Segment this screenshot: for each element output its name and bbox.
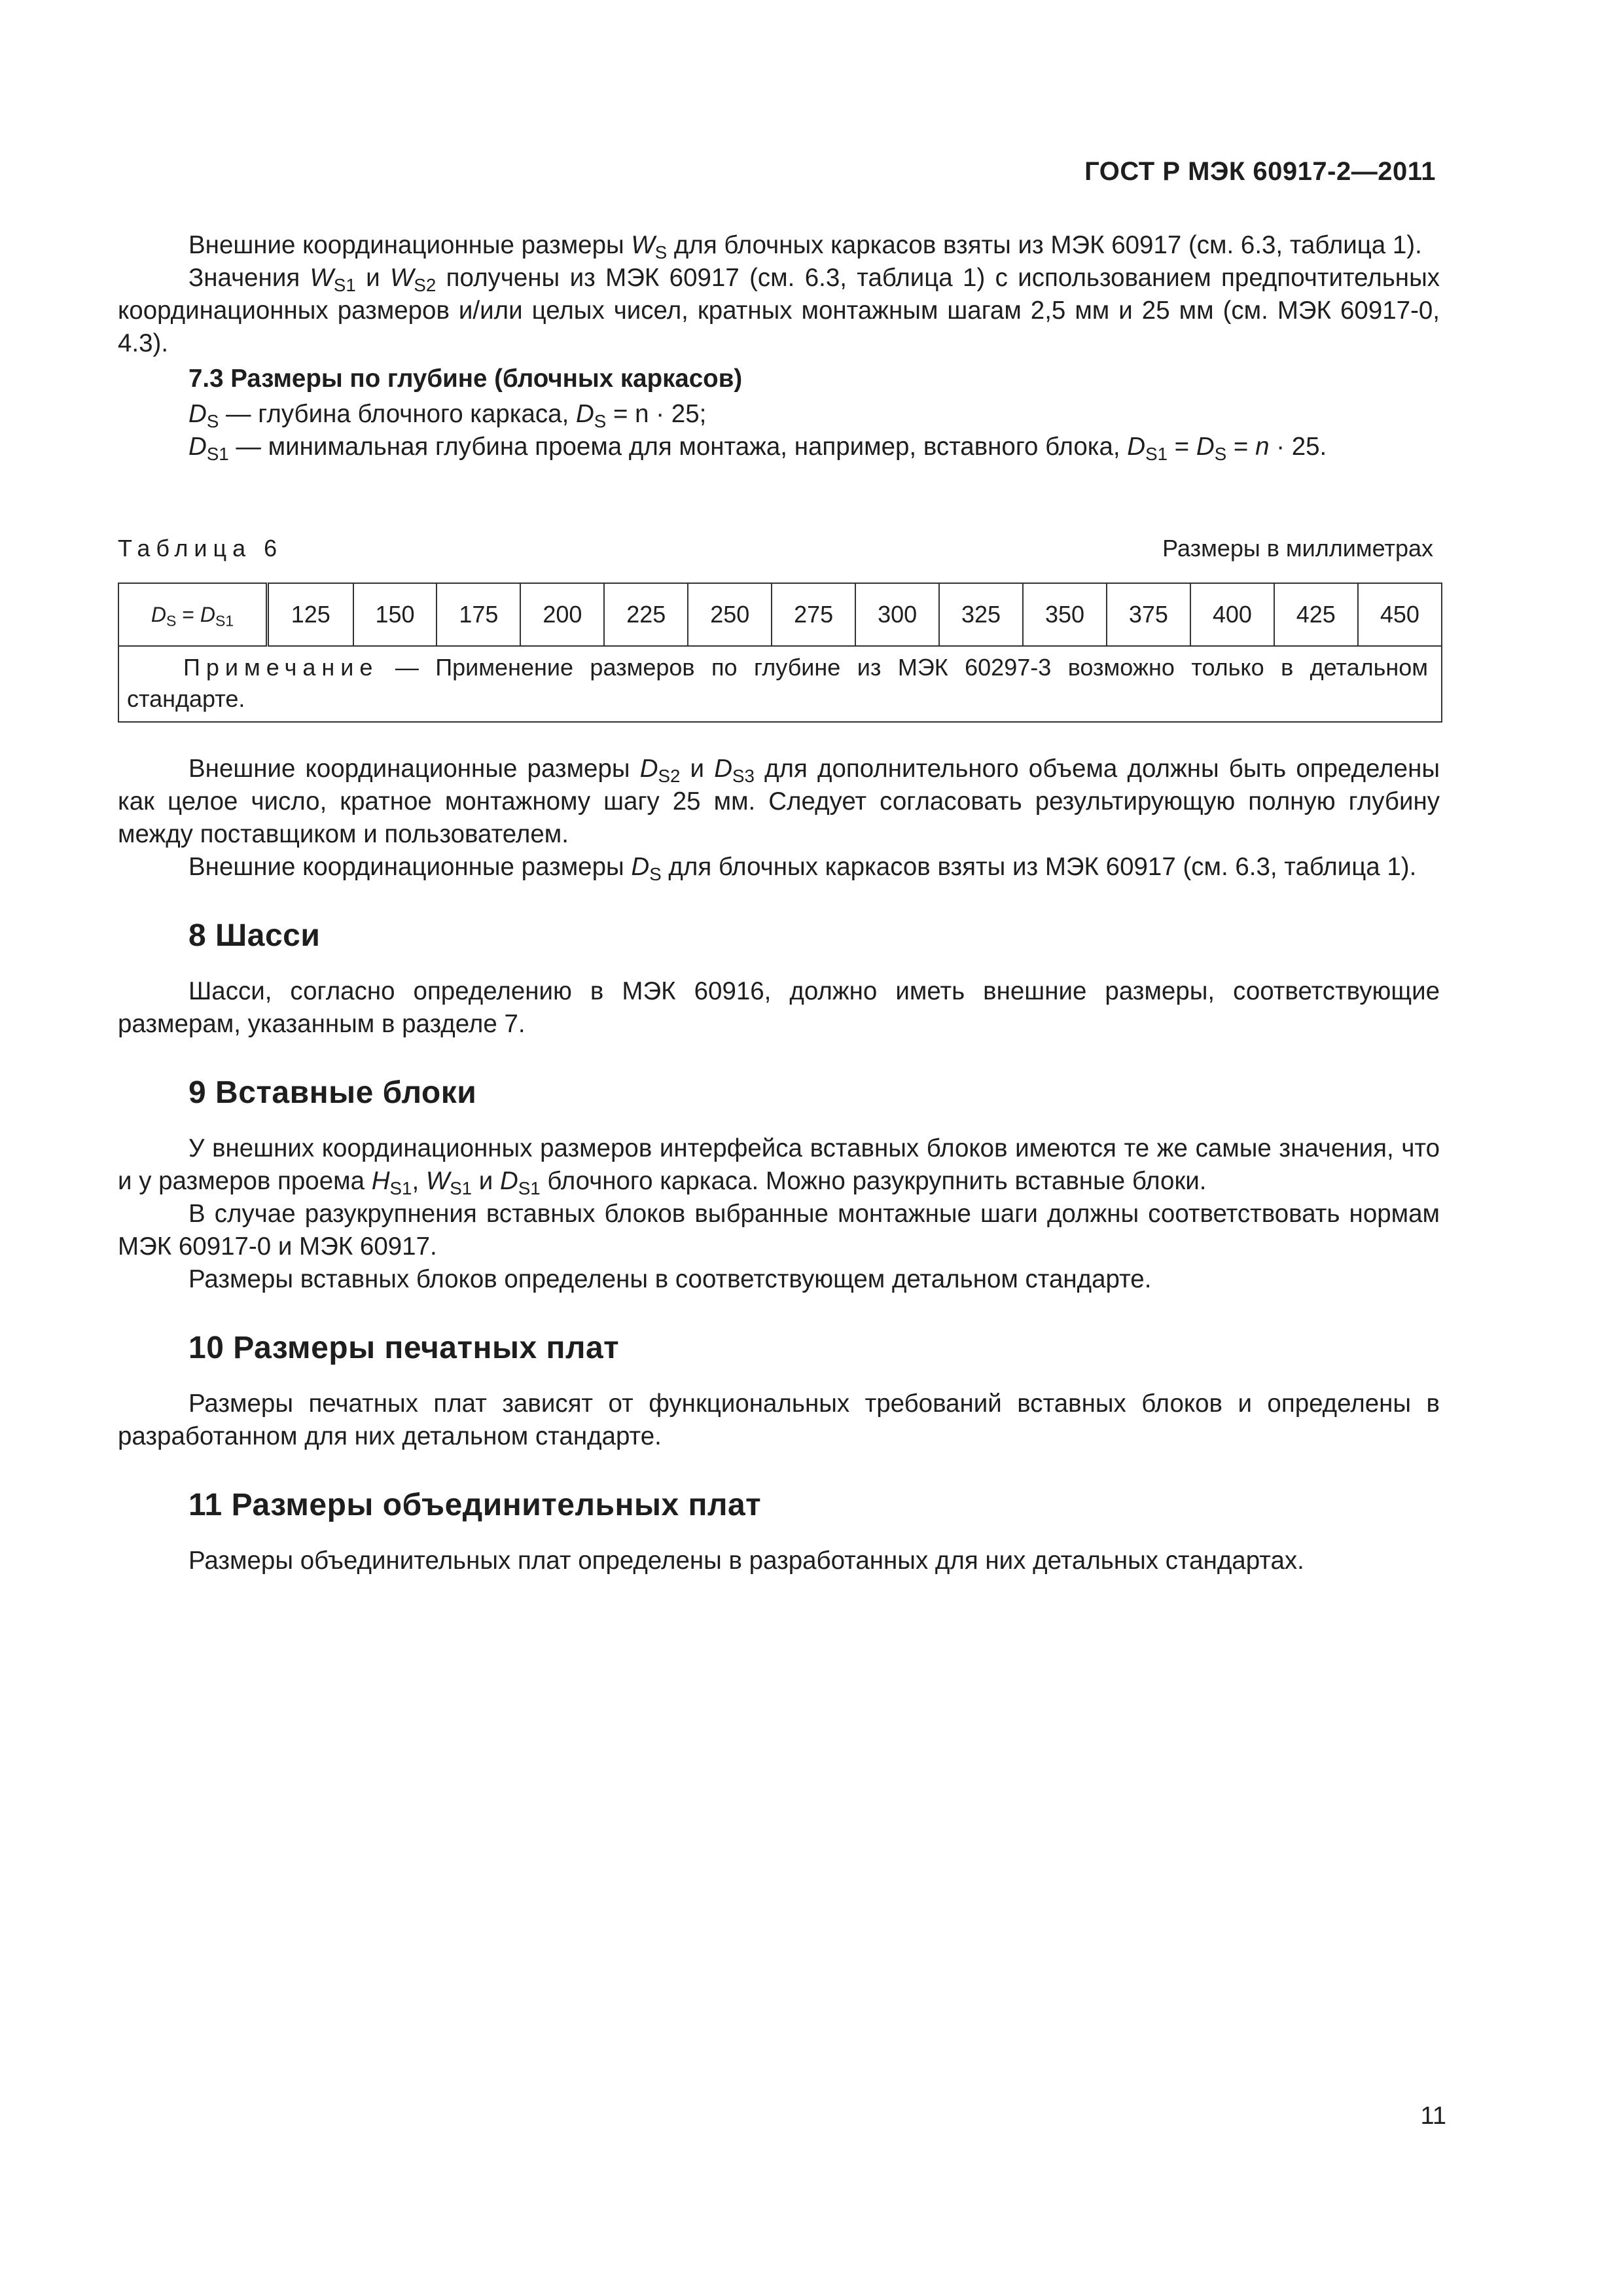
table-note-row bbox=[118, 646, 1442, 722]
table-6-units: Размеры в миллиметрах bbox=[1162, 535, 1433, 562]
table-cell: 375 bbox=[1107, 583, 1190, 646]
paragraph-disaggregation: В случае разукрупнения вставных блоков выбранные монтажные шаги должны соответствовать нормам МЭК 60917-0 и МЭК 60917. bbox=[118, 1200, 1440, 1261]
table-cell: 250 bbox=[688, 583, 772, 646]
paragraph-plugin-sizes: Размеры вставных блоков определены в соответствующем детальном стандарте. bbox=[188, 1265, 1152, 1293]
definition-ds1: $D_{S1}$ — минимальная глубина проема для монтажа, например, вставного блока, $D_{S1} = D_S = n \cdot 25$. bbox=[188, 433, 1327, 464]
paragraph-ws-origin: Внешние координационные размеры $W_S$ для блочных каркасов взяты из МЭК 60917 (см. 6.3, таблица 1). bbox=[188, 231, 1422, 262]
table-row bbox=[118, 583, 1442, 646]
table-cell: 175 bbox=[437, 583, 520, 646]
table-cell: 150 bbox=[353, 583, 437, 646]
table-cell: 425 bbox=[1274, 583, 1358, 646]
table-cell: 125 bbox=[268, 583, 353, 646]
definition-ds: $D_S$ — глубина блочного каркаса, $D_S = n \cdot 25$; bbox=[188, 400, 707, 431]
table-cell: 225 bbox=[604, 583, 688, 646]
table-6-caption-row bbox=[118, 533, 1433, 564]
paragraph-backplane: Размеры объединительных плат определены в разработанных для них детальных стандартах. bbox=[188, 1547, 1304, 1575]
paragraph-pcb: Размеры печатных плат зависят от функциональных требований вставных блоков и определены в разработанном для них детальном стандарте. bbox=[118, 1390, 1440, 1450]
document-code-header: ГОСТ Р МЭК 60917-2—2011 bbox=[1084, 157, 1436, 186]
section-11-title: 11 Размеры объединительных плат bbox=[188, 1488, 762, 1522]
main-text-block bbox=[118, 753, 1440, 1577]
table-cell: 325 bbox=[939, 583, 1023, 646]
intro-block bbox=[118, 229, 1440, 463]
table-header-cell: $D_S = D_{S1}$ bbox=[118, 583, 268, 646]
paragraph-ds2-ds3: Внешние координационные размеры $D_{S2}$ и $D_{S3}$ для дополнительного объема должны быть определены как целое число, кратное монтажному шагу 25 мм. Следует согласовать результирующую полную глубину между поставщиком и пользователем. bbox=[118, 755, 1440, 848]
section-9-title: 9 Вставные блоки bbox=[188, 1075, 477, 1110]
table-cell: 350 bbox=[1023, 583, 1107, 646]
paragraph-chassis: Шасси, согласно определению в МЭК 60916, должно иметь внешние размеры, соответствующие размерам, указанным в разделе 7. bbox=[118, 977, 1440, 1038]
table-6 bbox=[118, 583, 1442, 723]
paragraph-plugin-units: У внешних координационных размеров интерфейса вставных блоков имеются те же самые значения, что и у размеров проема $H_{S1}$, $W_{S1}$ и $D_{S1}$ блочного каркаса. Можно разукрупнить вставные блоки. bbox=[118, 1134, 1440, 1198]
table-cell: 400 bbox=[1190, 583, 1274, 646]
table-cell: 275 bbox=[772, 583, 855, 646]
table-6-caption: Таблица 6 bbox=[118, 535, 283, 562]
paragraph-ds-origin: Внешние координационные размеры $D_S$ для блочных каркасов взяты из МЭК 60917 (см. 6.3, таблица 1). bbox=[188, 853, 1417, 884]
paragraph-ws1-ws2-values: Значения $W_{S1}$ и $W_{S2}$ получены из МЭК 60917 (см. 6.3, таблица 1) с использованием предпочтительных координационных размеров и/или целых чисел, кратных монтажным шагам 2,5 мм и 25 мм (см. МЭК 60917-0, 4.3). bbox=[118, 264, 1440, 357]
section-10-title: 10 Размеры печатных плат bbox=[188, 1331, 620, 1365]
page-number: 11 bbox=[1420, 2102, 1446, 2130]
section-7-3-title: 7.3 Размеры по глубине (блочных каркасов) bbox=[188, 365, 743, 393]
table-cell: 450 bbox=[1358, 583, 1442, 646]
table-cell: 300 bbox=[855, 583, 939, 646]
table-note: Примечание — Применение размеров по глубине из МЭК 60297-3 возможно только в детальном стандарте. bbox=[118, 646, 1442, 722]
section-8-title: 8 Шасси bbox=[188, 918, 321, 953]
table-cell: 200 bbox=[520, 583, 604, 646]
